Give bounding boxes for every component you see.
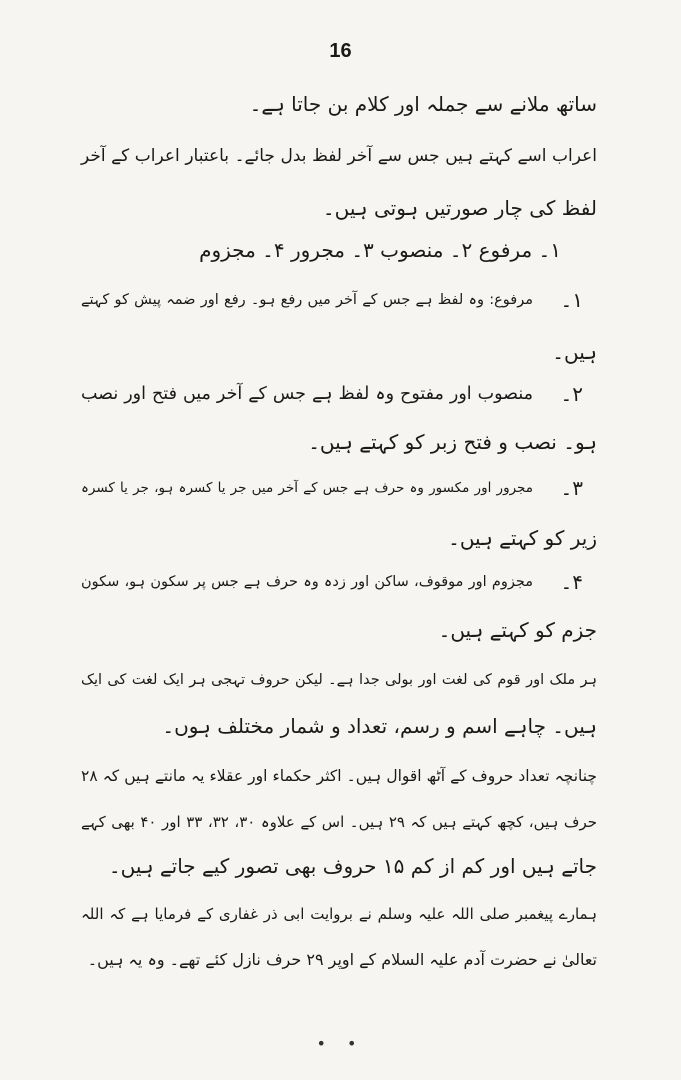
item-number-3: ۳۔ [560,476,583,500]
text-line-16: حرف ہیں، کچھ کہتے ہیں کہ ۲۹ ہیں۔ اس کے علاوہ ۳۰، ۳۲، ۳۳ اور ۴۰ بھی کہے [81,813,598,831]
footer-dots: • • [316,1034,365,1053]
item-number-4: ۴۔ [560,570,583,594]
item-number-2: ۲۔ [560,382,583,406]
text-line-3: لفظ کی چار صورتیں ہوتی ہیں۔ [322,196,597,220]
text-line-11: مجزوم اور موقوف، ساکن اور زدہ وہ حرف ہے جس پر سکون ہو، سکون [81,574,533,590]
text-line-18: ہمارے پیغمبر صلی اللہ علیہ وسلم نے بروایت ابی ذر غفاری کے فرمایا ہے کہ اللہ [81,905,597,923]
item-number-1: ۱۔ [560,288,583,312]
text-line-1: ساتھ ملانے سے جملہ اور کلام بن جاتا ہے۔ [249,92,597,116]
text-line-10: زیر کو کہتے ہیں۔ [448,526,597,550]
text-line-2: اعراب اسے کہتے ہیں جس سے آخر لفظ بدل جائے۔ باعتبار اعراب کے آخر [81,146,597,166]
case-list: ۱۔ مرفوع ۲۔ منصوب ۳۔ مجرور ۴۔ مجزوم [199,238,561,262]
text-line-12: جزم کو کہتے ہیں۔ [438,618,597,642]
text-line-9: مجرور اور مکسور وہ حرف ہے جس کے آخر میں جر یا کسرہ ہو، جر یا کسرہ [81,480,533,496]
text-line-6: ہیں۔ [552,340,597,364]
text-line-13: ہر ملک اور قوم کی لغت اور بولی جدا ہے۔ لیکن حروف تہجی ہر ایک لغت کی ایک [81,672,597,688]
text-line-5: مرفوع: وہ لفظ ہے جس کے آخر میں رفع ہو۔ رفع اور ضمہ پیش کو کہتے [81,292,533,308]
text-line-19: تعالیٰ نے حضرت آدم علیہ السلام کے اوپر ۲۹ حرف نازل کئے تھے۔ وہ یہ ہیں۔ [87,950,597,969]
page-number: 16 [329,40,352,62]
text-line-14: ہیں۔ چاہے اسم و رسم، تعداد و شمار مختلف ہوں۔ [162,714,597,738]
text-line-17: جاتے ہیں اور کم از کم ۱۵ حروف بھی تصور کیے جاتے ہیں۔ [108,854,597,878]
text-line-15: چنانچہ تعداد حروف کے آٹھ اقوال ہیں۔ اکثر حکماء اور عقلاء یہ مانتے ہیں کہ ۲۸ [81,767,597,785]
text-line-7: منصوب اور مفتوح وہ لفظ ہے جس کے آخر میں فتح اور نصب [81,384,533,404]
text-line-8: ہو۔ نصب و فتح زبر کو کہتے ہیں۔ [308,430,597,454]
